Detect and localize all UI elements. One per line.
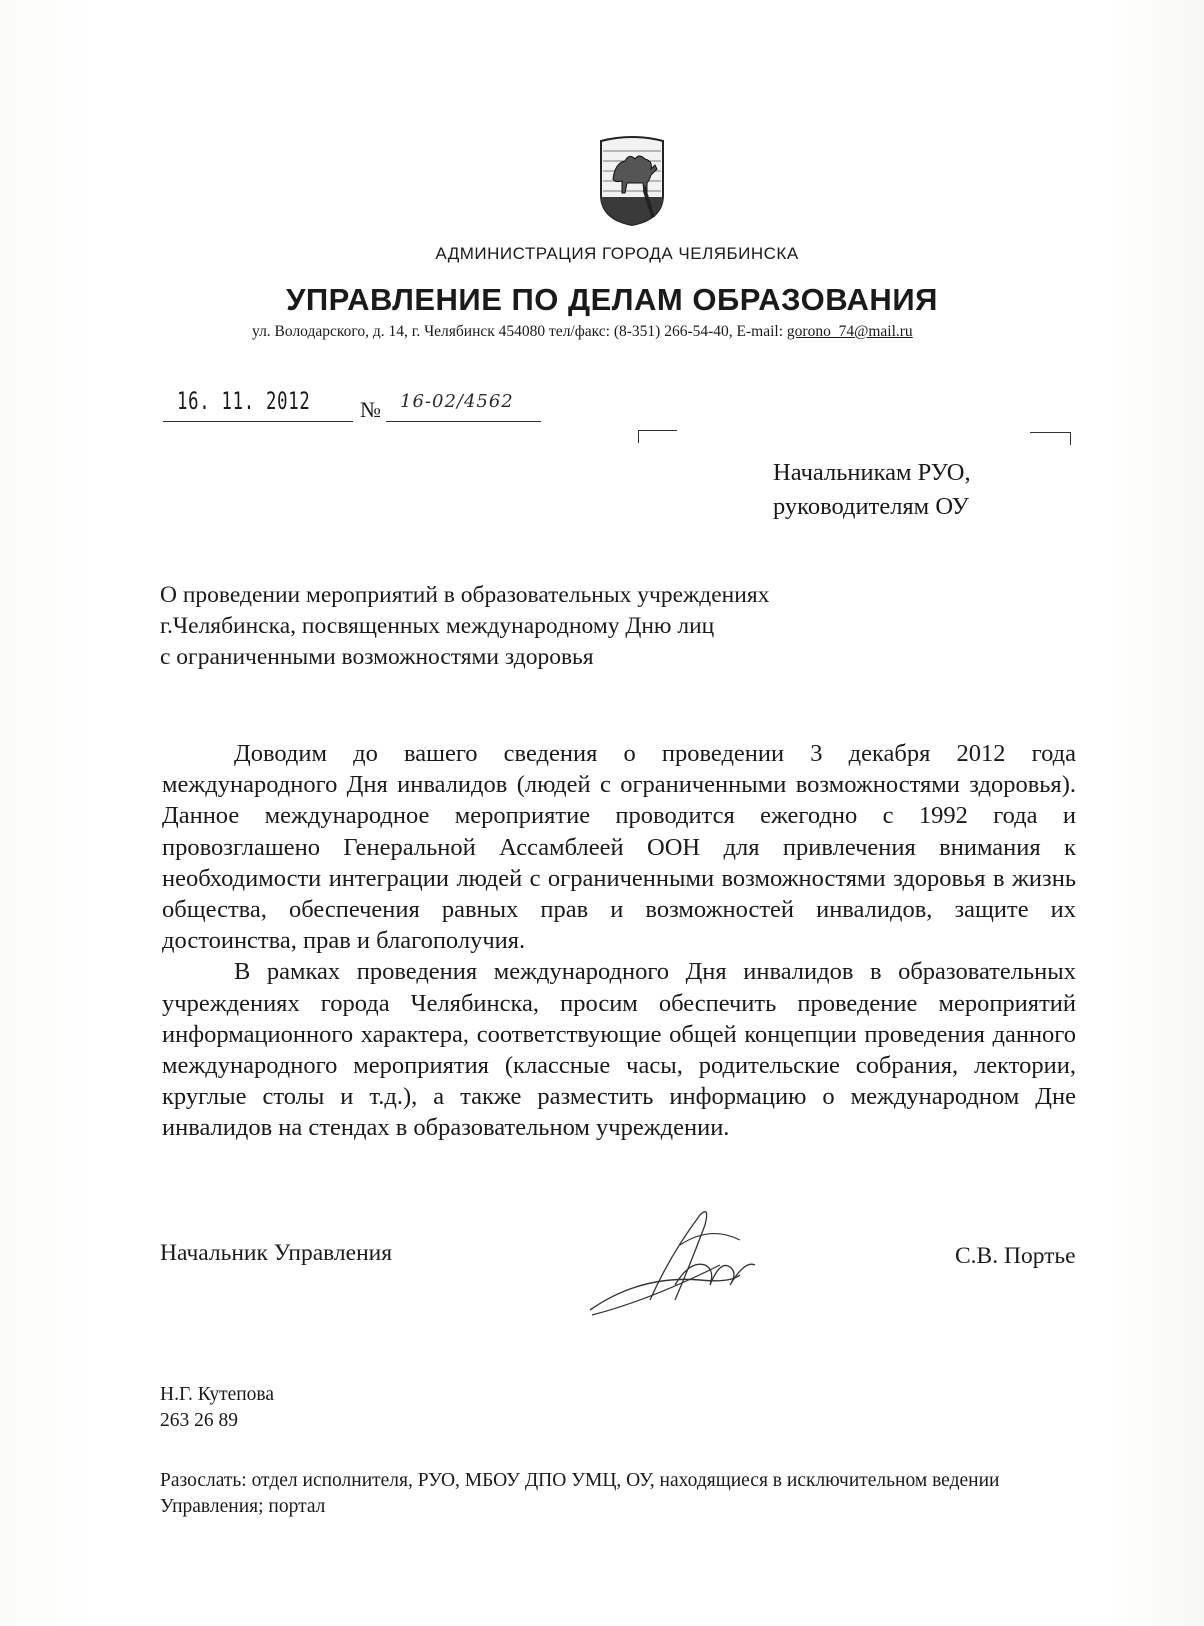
subject-line: О проведении мероприятий в образовательных учреждениях <box>160 582 770 608</box>
addressee-block <box>773 456 971 524</box>
signatory-name: С.В. Портье <box>955 1243 1076 1269</box>
address-text: ул. Володарского, д. 14, г. Челябинск 454080 тел/факс: (8-351) 266-54-40, E-mail: <box>252 323 787 340</box>
address-block-corner-right <box>1030 432 1071 445</box>
letter-date: 16. 11. 2012 <box>177 387 311 415</box>
number-field <box>386 385 541 422</box>
body-paragraph: Доводим до вашего сведения о проведении 3 декабря 2012 года международного Дня инвалидов (людей с ограниченными возможностями здоровья). Данное международное мероприятие проводится ежегодно с 1992 года и провозглашено Генеральной Ассамблеей ООН для привлечения внимания к необходимости интеграции людей с ограниченными возможностями здоровья в жизнь общества, обеспечения равных прав и возможностей инвалидов, защите их достоинства, прав и благополучия. <box>162 740 1076 955</box>
department-address <box>252 323 913 341</box>
address-block-corner-left <box>638 430 677 443</box>
number-sign: № <box>360 397 381 422</box>
executor-block <box>160 1382 274 1434</box>
signatory-title: Начальник Управления <box>160 1240 393 1266</box>
subject-line: с ограниченными возможностями здоровья <box>160 644 594 670</box>
executor-name: Н.Г. Кутепова <box>160 1384 275 1405</box>
date-field <box>163 385 353 422</box>
letter-body <box>162 738 1076 1144</box>
addressee-line: руководителям ОУ <box>773 493 969 520</box>
subject-line: г.Челябинска, посвященных международному Дню лиц <box>160 613 715 639</box>
chelyabinsk-coat-of-arms-icon <box>597 135 667 227</box>
letter-subject <box>160 580 769 673</box>
executor-phone: 263 26 89 <box>160 1410 238 1431</box>
department-name: УПРАВЛЕНИЕ ПО ДЕЛАМ ОБРАЗОВАНИЯ <box>286 282 938 317</box>
letter-number: 16-02/4562 <box>400 391 514 412</box>
email-link[interactable]: gorono_74@mail.ru <box>786 323 913 340</box>
handwritten-signature <box>580 1205 770 1335</box>
addressee-line: Начальникам РУО, <box>773 459 971 486</box>
body-paragraph: В рамках проведения международного Дня инвалидов в образовательных учреждениях города Челябинска, просим обеспечить проведение мероприятий информационного характера, соответствующие общей концепции проведения данного международного мероприятия (классные часы, родительские собрания, лектории, круглые столы и т.д.), а также разместить информацию о международном Дне инвалидов на стендах в образовательном учреждении. <box>162 958 1076 1142</box>
distribution-list: Разослать: отдел исполнителя, РУО, МБОУ ДПО УМЦ, ОУ, находящиеся в исключительном ведении Управления; портал <box>160 1470 1000 1517</box>
administration-name: АДМИНИСТРАЦИЯ ГОРОДА ЧЕЛЯБИНСКА <box>435 244 799 263</box>
